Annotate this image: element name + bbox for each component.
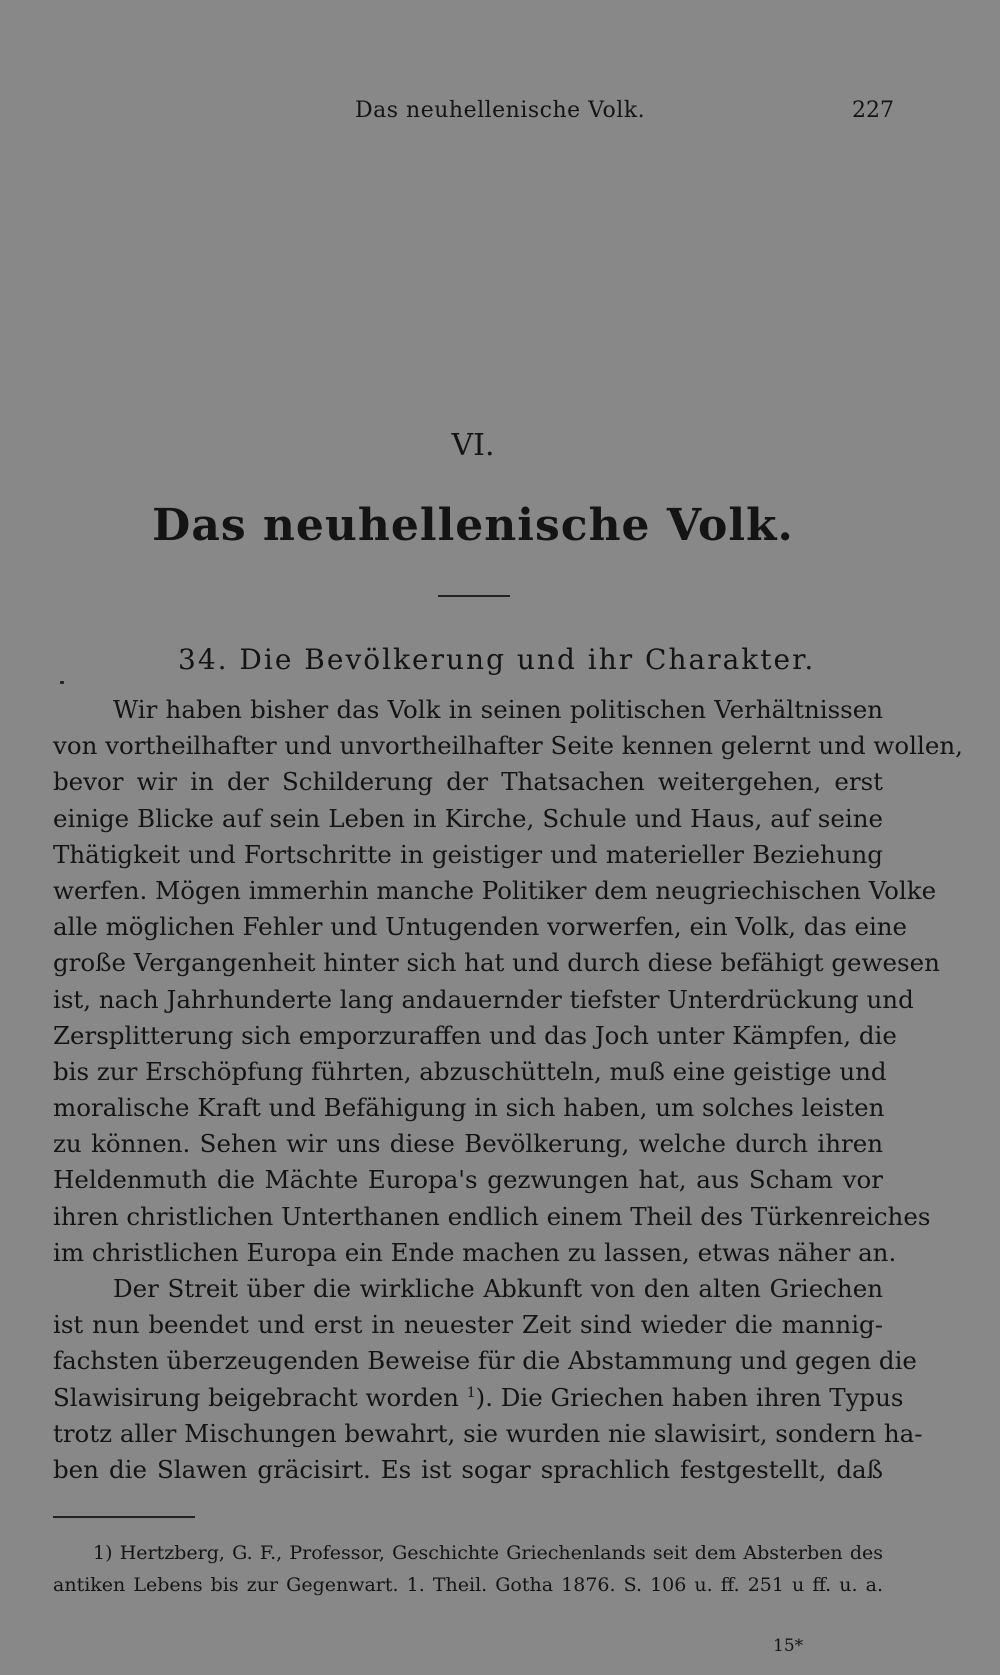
body-line: ist, nach Jahrhunderte lang andauernder tiefster Unterdrückung und bbox=[53, 984, 914, 1014]
body-line: fachsten überzeugenden Beweise für die Abstammung und gegen die bbox=[53, 1346, 917, 1376]
body-text bbox=[53, 692, 963, 1488]
footnote bbox=[53, 1537, 883, 1601]
ink-speck bbox=[60, 681, 64, 684]
body-line: Wir haben bisher das Volk in seinen politischen Verhältnissen bbox=[113, 695, 883, 724]
body-line: bevor wir in der Schilderung der Thatsachen weitergehen, erst bbox=[53, 767, 883, 797]
page-number: 227 bbox=[852, 98, 894, 123]
footnote-line bbox=[53, 1537, 883, 1569]
body-line: Thätigkeit und Fortschritte in geistiger und materieller Beziehung bbox=[53, 839, 883, 869]
section-heading: 34. Die Bevölkerung und ihr Charakter. bbox=[178, 643, 816, 676]
footnote-divider bbox=[53, 1516, 195, 1518]
body-line: bis zur Erschöpfung führten, abzuschütteln, muß eine geistige und bbox=[53, 1056, 887, 1086]
body-line: einige Blicke auf sein Leben in Kirche, Schule und Haus, auf seine bbox=[53, 803, 883, 833]
footnote-marker: 1) bbox=[93, 1542, 113, 1564]
body-line: trotz aller Mischungen bewahrt, sie wurden nie slawisirt, sondern ha- bbox=[53, 1418, 923, 1448]
running-title: Das neuhellenische Volk. bbox=[355, 98, 646, 123]
chapter-title: Das neuhellenische Volk. bbox=[152, 500, 794, 551]
body-line: ist nun beendet und erst in neuester Zeit sind wieder die mannig- bbox=[53, 1310, 883, 1340]
body-line: Der Streit über die wirkliche Abkunft von den alten Griechen bbox=[113, 1274, 883, 1303]
body-line-start: Slawisirung beigebracht worden bbox=[53, 1382, 459, 1412]
footnote-text: Hertzberg, G. F., Professor, Geschichte Griechenlands seit dem Absterben des bbox=[119, 1542, 883, 1564]
body-line: zu können. Sehen wir uns diese Bevölkerung, welche durch ihren bbox=[53, 1129, 883, 1159]
chapter-number: VI. bbox=[451, 428, 495, 463]
footnote-line: antiken Lebens bis zur Gegenwart. 1. Theil. Gotha 1876. S. 106 u. ff. 251 u ff. u. a. bbox=[53, 1574, 883, 1596]
body-line: ihren christlichen Unterthanen endlich einem Theil des Türkenreiches bbox=[53, 1201, 931, 1231]
title-divider bbox=[438, 595, 510, 597]
body-line: alle möglichen Fehler und Untugenden vorwerfen, ein Volk, das eine bbox=[53, 912, 908, 942]
body-line: große Vergangenheit hinter sich hat und durch diese befähigt gewesen bbox=[53, 948, 940, 978]
body-line: Heldenmuth die Mächte Europa's gezwungen hat, aus Scham vor bbox=[53, 1165, 883, 1195]
running-head bbox=[0, 98, 1000, 128]
printer-signature: 15* bbox=[773, 1636, 804, 1656]
body-line: Zersplitterung sich emporzuraffen und das Joch unter Kämpfen, die bbox=[53, 1020, 897, 1050]
body-line: ben die Slawen gräcisirt. Es ist sogar sprachlich festgestellt, daß bbox=[53, 1454, 883, 1484]
body-line: werfen. Mögen immerhin manche Politiker dem neugriechischen Volke bbox=[53, 875, 937, 905]
body-line: moralische Kraft und Befähigung in sich haben, um solches leisten bbox=[53, 1093, 885, 1123]
footnote-reference[interactable]: 1 bbox=[466, 1384, 476, 1401]
body-line: im christlichen Europa ein Ende machen zu lassen, etwas näher an. bbox=[53, 1237, 897, 1267]
body-line: von vortheilhafter und unvortheilhafter Seite kennen gelernt und wollen, bbox=[53, 731, 963, 761]
body-line-with-footnote-ref bbox=[53, 1380, 904, 1416]
body-line-end: ). Die Griechen haben ihren Typus bbox=[475, 1382, 904, 1412]
